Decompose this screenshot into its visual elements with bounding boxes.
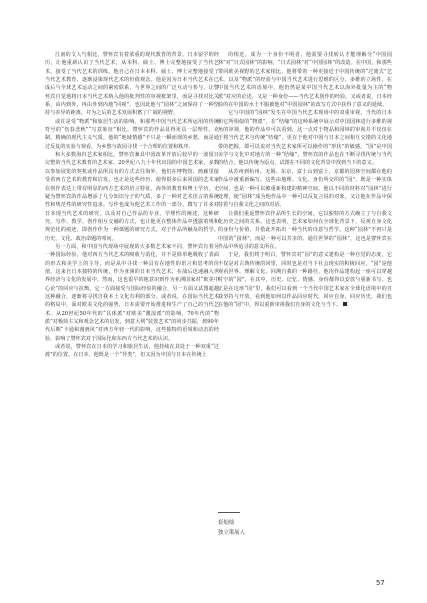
final-paragraph-text: 于是，我们终于明白，譬怀宾对“园”的意义建构是一种自觉的态度，它不仅是对古典传统的回望，同时也是对当下社会现实的积极回应，“园”是他观看世界、理解文化、回溯自我的一种路径，他用作品建构起一座可以穿越时空的“园”，在其中，历史、记忆、情感、身份都得以安放与重新书写。也正是在这座“园”里，我们可以看到一个当代中国艺术家在全球化语境中的自我坚持与开放，看到他如何以作品回应时代，回应自身，回应历史，我们也在他的“园”中，得以重新审视我们自身的文化与当下。 — [218, 252, 392, 309]
body-paragraph: 或者说，譬怀宾在日本的学习和旅居生活，他持续在其处于一种双重“过渡”的位置。在日本，他既是一个“异类”，但又因为中国与日本在传统上 — [45, 344, 219, 359]
author-role: 独立策展人 — [218, 530, 245, 536]
body-paragraph: 另一方面，和中国当代现场中展现的大多数艺术家不同，譬怀宾有着另一种国际经验。他对西方当代艺术的吸收与消化，并不是简单地吸收了表面的形式和美学上的主导，而是从中寻找一种具有在地性的语言和思考的价值。这来自日本独特的传统，作为亚洲的日本当代艺术，在战后迅速融入世界经济与文化的发展中。然而，这也很早的地意识到作为亚洲国家对“欧美中心论”的回应与抗衡，它一方面接受与国际经验的融合，另一方面又试图超越这种融合，逐渐将寻找自我本土文化有利的部分。或者说，在国际当代艺术的格局中，面对欧美文化的强势，日本需要开始推进和生产了自己的当代艺术。从20世纪50年代的“具体派”对欧美“激浪派”的影响，70年代的“物派”对极简主义和观念艺术的启发，到意大利“装置艺术”的同步共振，到90年代后期“卡通和漫画风”对西方年轻一代的影响，这些独特的语境和动态的经验，影响了譬怀宾对于国际化和东西方当代艺术的认识。 — [45, 243, 219, 342]
body-paragraph: 从苏州到杭州、无锡、东京、富士山到富士、京都的园林空间都在他的作品中被重新编写。这些由地理、文化、身份所交织的“园”，既是一种实体空间，也是一种可以被重新构建的精神空间。他以不同的材料对“园林”进行处理，使“园林”成为他作品中一种可以反复言说的对象，又让他在作品中保持着与自我文化之间的对话。 — [218, 168, 392, 209]
author-divider — [218, 512, 240, 513]
body-paragraph: 它与中国的“园林”发生在中国当代艺术现场中的双重审视。当代的日本和它所相似的“物派”，在“结缘”的这种系统中展示对中国园林进行多维的视角的审视，他的作品中可以看到，这一点对于物品和园林的审视并不仅仅在于将当代艺术与传统“结缘”，更在于他对中国与日本之间相互交错的文化地带的把握，即可以说对当代艺术家所可以操作的“形状”的敏感。“园”是中国美学与文化中对地方的一种“结缘”，譬怀宾的作品也在不断寻找传统与当代的结合，他以传统为原点，试图在不同的文化背景中找到当下的意义。 — [218, 110, 392, 167]
body-paragraph: 或许是受“物派”和旅居生活的影响，和那些中国当代艺术所运用的传统符号的“伤春悲秋”“写意象征”相比，譬怀宾的作品显得更具一层理性、克制、精确的现代主义气质。他的“地域情感”不只是一瞬而现的乡愁，而是通过反复的实验与观看，为乡愁与故园寻找一个合理的位置和秩序。 — [45, 118, 219, 150]
end-of-article-mark — [343, 302, 347, 306]
left-text-column — [45, 51, 219, 360]
page-number: 57 — [376, 579, 385, 587]
author-name: 崔灿灿 — [218, 520, 235, 526]
final-paragraph — [218, 251, 392, 309]
body-paragraph: 的相近，成为一个身份不明者。他需要寻找转认才能理解分“中国园林”对“日式园林”的影响，“日式园林”对“中国园林”的改造。在中国，和那些带回欧美视野的艺术家相比，他将带着一种更接近于中国传统的“过渡式”艺术。以及“物派”的经验与中国当代艺术进行思维的区分，多维的立场性。在中国当代艺术的语境中，他仍然是某中国当代艺术以海外批量为主的“物派”对应的论述，又是一种身份——当代艺术创作的经验。又或者说，日本经验的在中国的水土不服被他对“中国园林”的改写方式中获得了意义的延续。 — [218, 52, 392, 109]
body-paragraph: 江南的文人气相比，譬怀宾有着浓重的现代教育的背景。日本留学的经历，让他重新认识了当代艺术，从本科、硕士、博士完整地接受了当代艺术，接受了当代艺术的训练。他自己在日本本科、硕士、博士完整地接受了当代艺术教育，逐渐浸染现代艺术的价值观念。他是因为日本当代艺术在已成后与全球艺术运动之间的紧密联系，与世界之间的广泛互动与参与，让譬怀宾自觉地将日本当代艺术纳入他的批判性的审视框架里，而是寻找对比关系，由内到外，再由外到内地“回视”。也因此他与“园林”之间保持了一种坚持与差异的距离，并为之后的艺术发展积蓄了广阔的视野。 — [45, 52, 219, 117]
right-text-column — [218, 51, 392, 310]
body-paragraph: 让我们重返譬怀宾作品所生长的空间，它以独特的方式确立了与自我文化历史之间的关系。这也表明，艺术家如何在全球化背景下，反观自身文化的身份与价值，并借此开拓出一种当代的诗意与哲学。这种“园林”不再只是中国的“园林”，而是一种可以共享的、通往世界的“园林”，这也是譬怀宾在作品中所追寻的意义所在。 — [218, 210, 392, 250]
body-paragraph: 和大多数海归艺术家相比，譬怀宾兼具中国改革开放后较早的一波留日完整的当代艺术教育的艺术家。20世纪八九十年代出国的中国艺术家，多数以参加展览的契机或作品所具有的方式去往海外，他们在博物馆、画廊里接受着西方艺术的教育和启发，也正是这些经历，使得很多后来回国的艺术家在创作表达上带有明显的西方艺术的语言特征。海外的教育和博士学历，无疑为譬怀宾的作品增添了几分知识分子的气质，多了一种对艺术语言的系统性和规范性的研究性追求。写作也成为他艺术工作的一部分，撰写了许多对日本现当代艺术的研究，以及对自己作品的专业、学理性的阐述。这种研究、写作、教学、创作相互交融的方式，也让他更在整体作品中透露着规和规范化的痕迹，即创作作为一种课题的研究方式，对于作品所触及的哲学、历史、文化、政治命题的叩问。 — [45, 152, 219, 242]
